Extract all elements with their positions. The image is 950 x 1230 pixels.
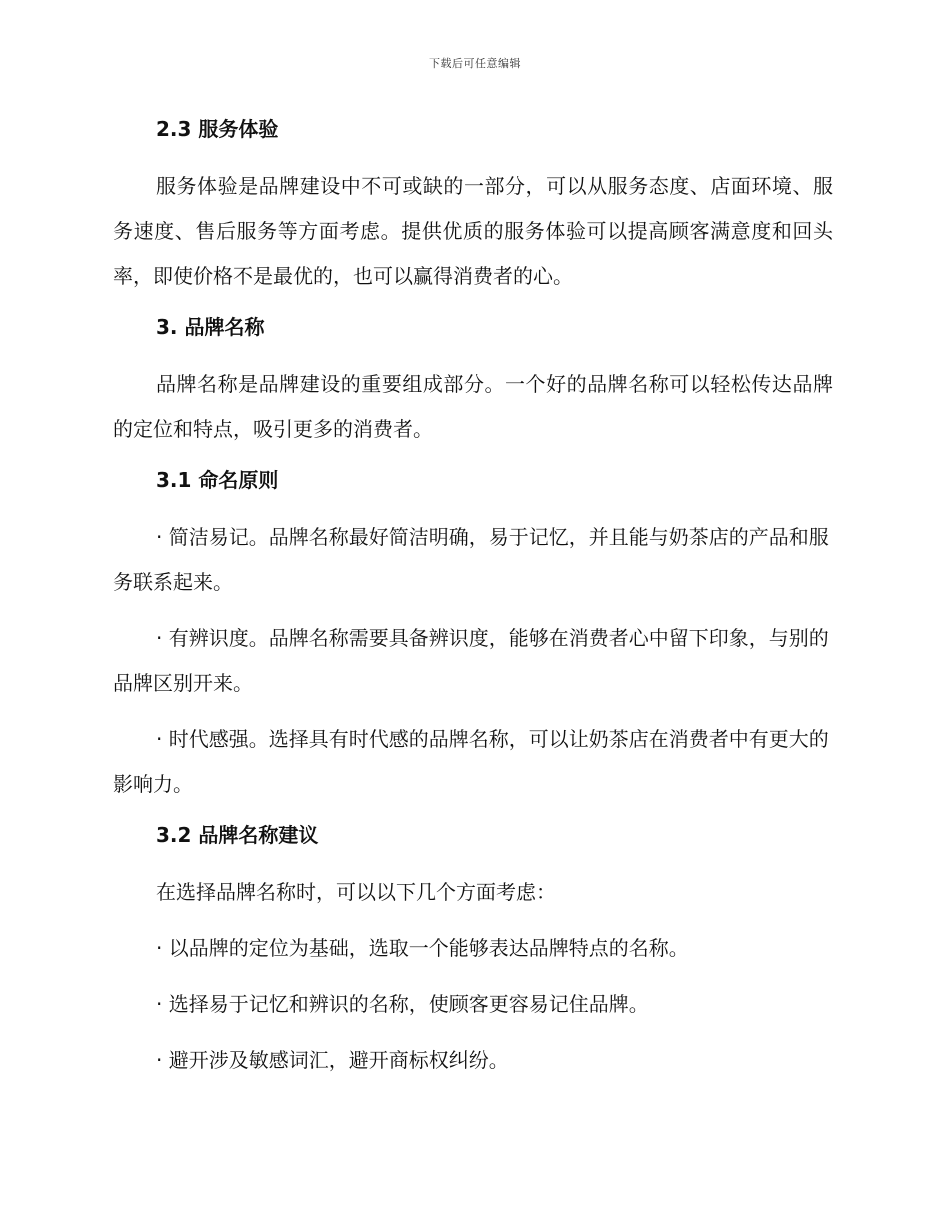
bullet-item: · 时代感强。选择具有时代感的品牌名称，可以让奶茶店在消费者中有更大的影响力。 <box>113 727 829 796</box>
bullet-item: · 以品牌的定位为基础，选取一个能够表达品牌特点的名称。 <box>156 936 689 960</box>
bullet-item: · 选择易于记忆和辨识的名称，使顾客更容易记住品牌。 <box>156 992 649 1016</box>
document-body <box>113 112 833 1094</box>
section-heading-3: 3. 品牌名称 <box>156 315 265 339</box>
section-heading-3-2: 3.2 品牌名称建议 <box>156 823 319 847</box>
bullet-item: · 简洁易记。品牌名称最好简洁明确，易于记忆，并且能与奶茶店的产品和服务联系起来。 <box>113 525 829 594</box>
header-note: 下载后可任意编辑 <box>429 57 521 70</box>
bullet-item: · 有辨识度。品牌名称需要具备辨识度，能够在消费者心中留下印象，与别的品牌区别开来。 <box>113 626 829 695</box>
bullet-item: · 避开涉及敏感词汇，避开商标权纠纷。 <box>156 1048 509 1072</box>
section-heading-2-3: 2.3 服务体验 <box>156 117 279 141</box>
section-paragraph-3: 品牌名称是品牌建设的重要组成部分。一个好的品牌名称可以轻松传达品牌的定位和特点，吸引更多的消费者。 <box>113 372 833 441</box>
section-intro-3-2: 在选择品牌名称时，可以以下几个方面考虑： <box>156 880 556 904</box>
section-heading-3-1: 3.1 命名原则 <box>156 468 279 492</box>
section-paragraph-2-3: 服务体验是品牌建设中不可或缺的一部分，可以从服务态度、店面环境、服务速度、售后服务等方面考虑。提供优质的服务体验可以提高顾客满意度和回头率，即使价格不是最优的，也可以赢得消费者的心。 <box>113 174 833 288</box>
